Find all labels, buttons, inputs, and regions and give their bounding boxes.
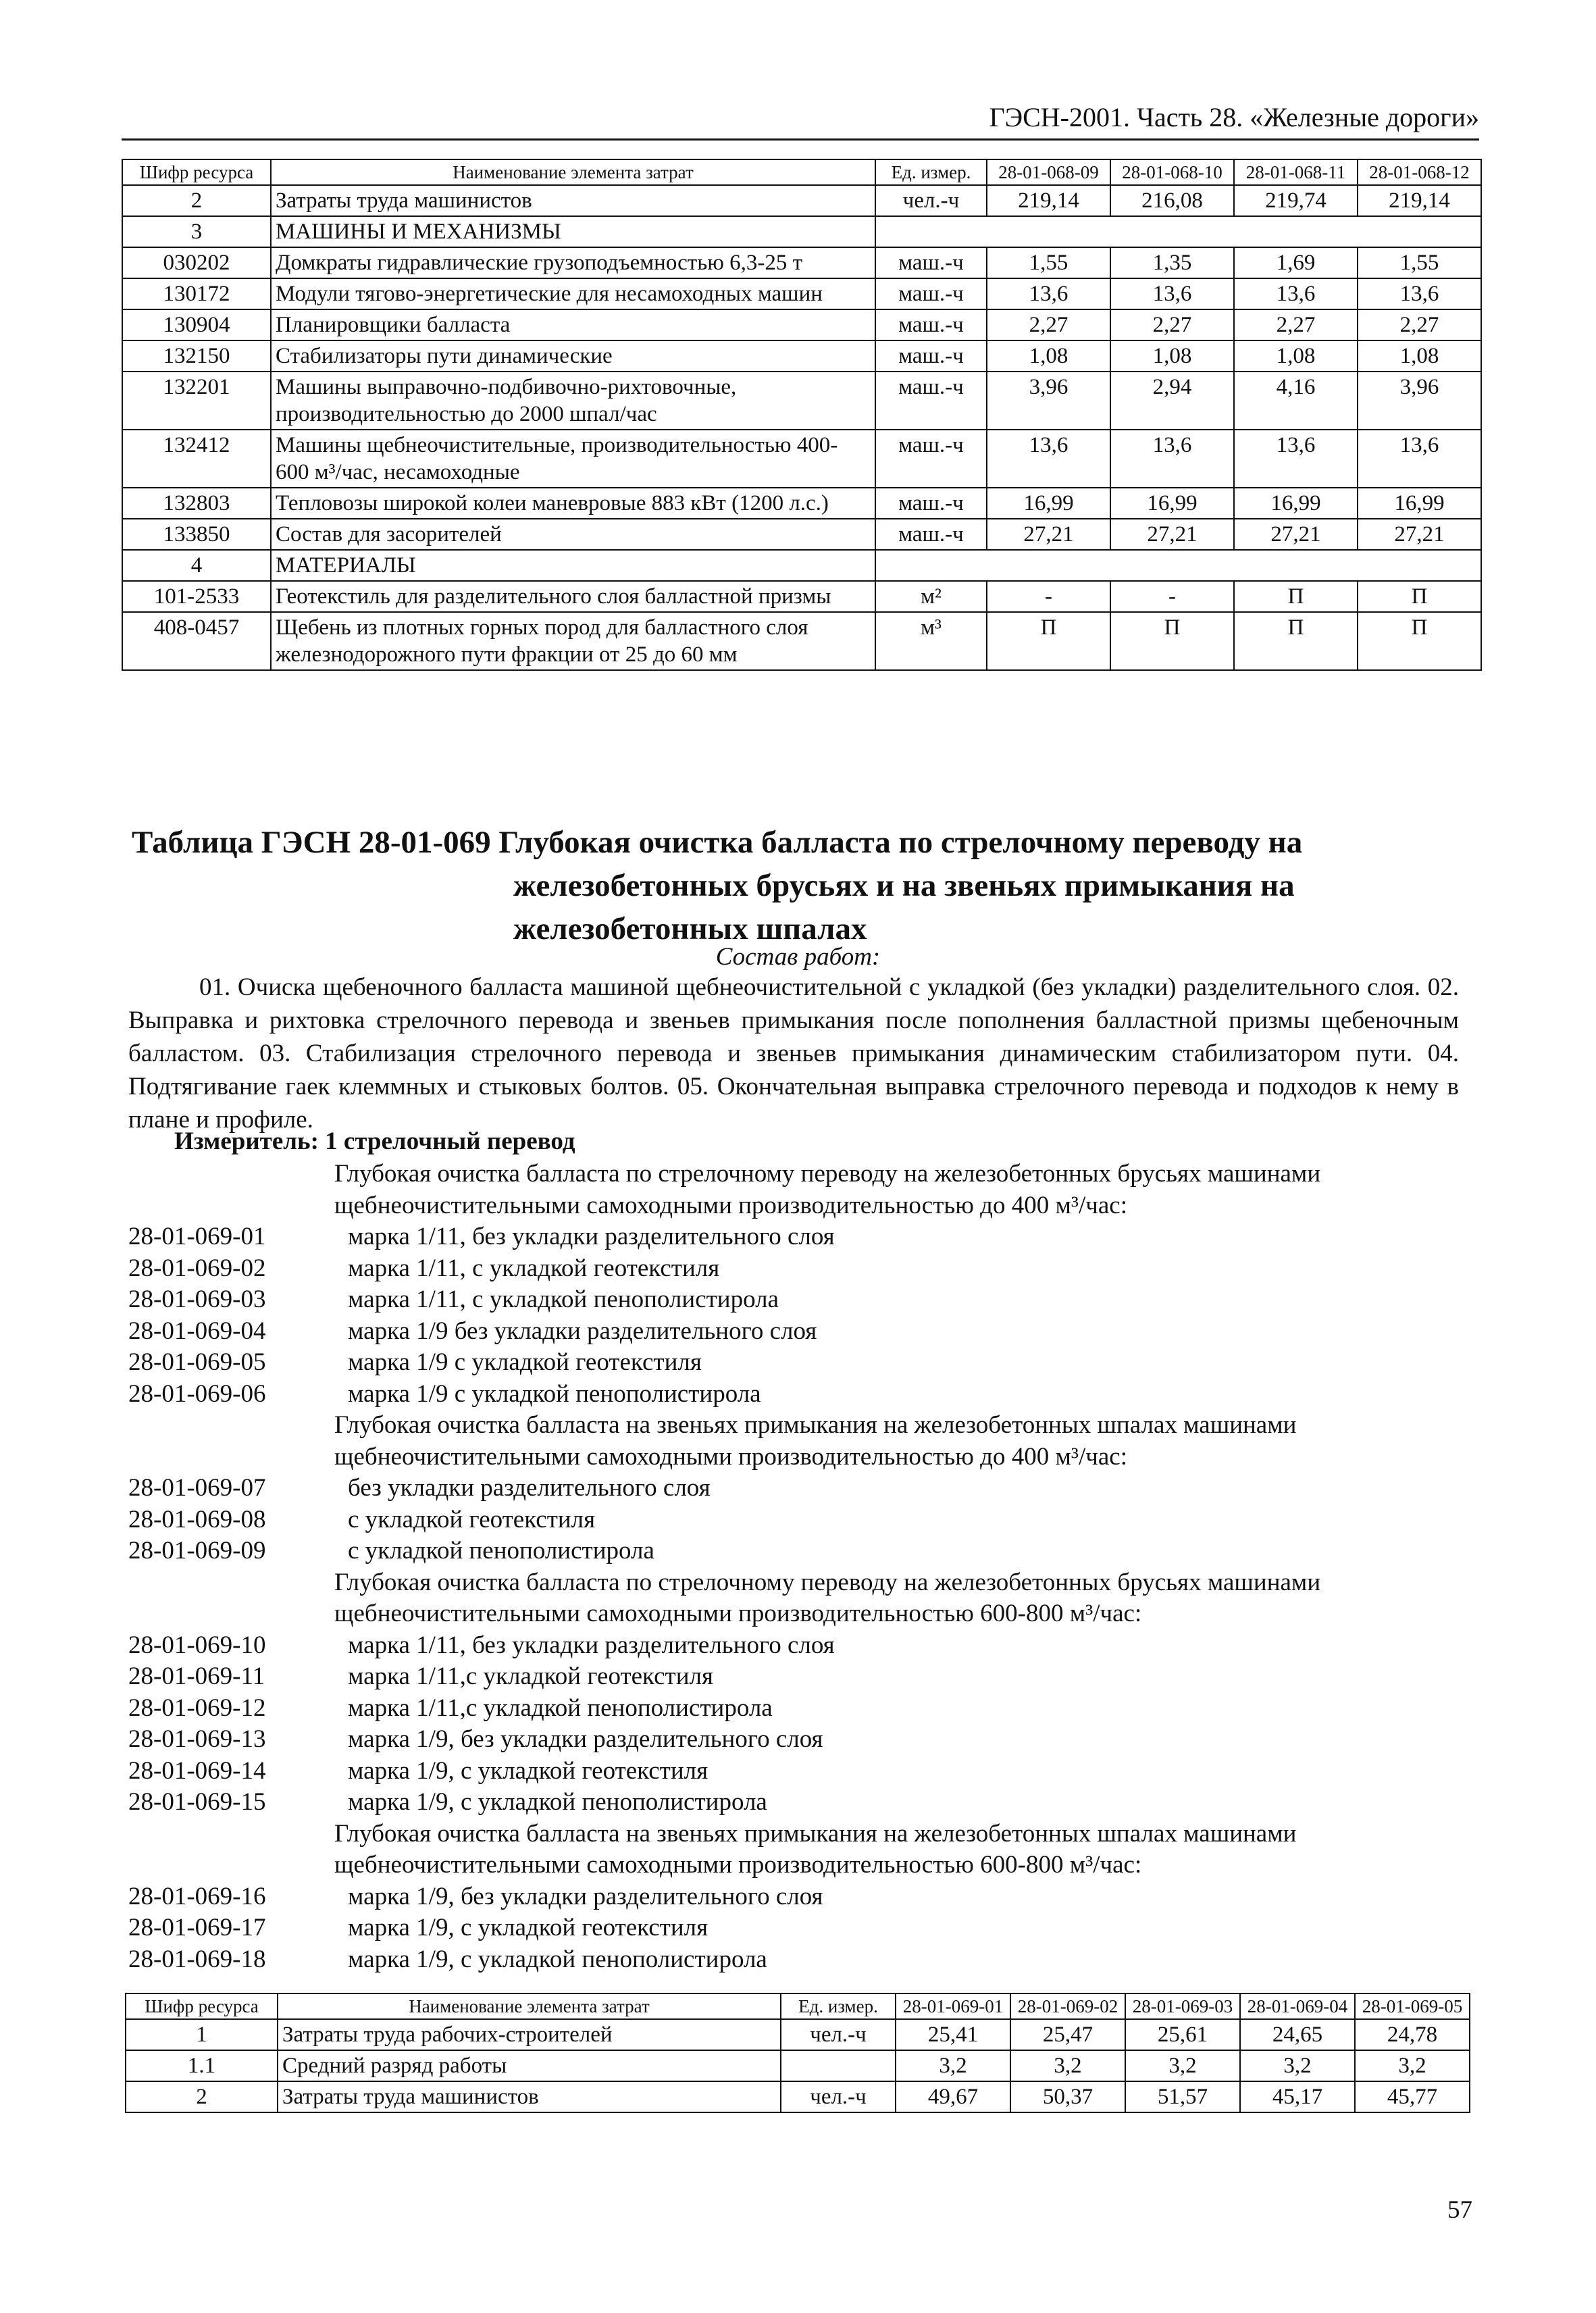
value-cell: 25,47 (1010, 2019, 1125, 2050)
value-cell: 13,6 (1358, 430, 1481, 488)
cost-item-name: Машины выправочно-подбивочно-рихтовочные, производительностью до 2000 шпал/час (271, 372, 875, 430)
value-cell: 16,99 (1234, 488, 1358, 519)
value-cell: - (1110, 581, 1234, 612)
norm-code: 28-01-069-08 (128, 1505, 266, 1533)
value-cell: 2,94 (1110, 372, 1234, 430)
unit-cell: маш.-ч (875, 278, 987, 309)
group-heading: Глубокая очистка балласта на звеньях примыкания на железобетонных шпалах машинами щебнеочистительными самоходными производительностью до 400 м³/час: (334, 1411, 1297, 1471)
column-header: 28-01-069-04 (1240, 1993, 1355, 2019)
norm-description: марка 1/11, с укладкой геотекстиля (348, 1254, 720, 1282)
value-cell: 1,08 (987, 340, 1110, 372)
empty-cell (875, 550, 1481, 581)
value-cell: 13,6 (1358, 278, 1481, 309)
resource-code: 130904 (122, 309, 271, 340)
resource-code: 030202 (122, 247, 271, 278)
norm-code: 28-01-069-15 (128, 1788, 266, 1816)
value-cell: П (987, 612, 1110, 670)
section-row (122, 216, 1481, 247)
value-cell: 1,55 (987, 247, 1110, 278)
value-cell: 1,08 (1234, 340, 1358, 372)
cost-item-name: Машины щебнеочистительные, производительностью 400-600 м³/час, несамоходные (271, 430, 875, 488)
measure-unit: Измеритель: 1 стрелочный перевод (174, 1127, 575, 1155)
norm-description: марка 1/9 без укладки разделительного слоя (348, 1317, 817, 1345)
table-row (122, 581, 1481, 612)
resources-table-069 (125, 1993, 1470, 2113)
value-cell: 45,77 (1355, 2081, 1470, 2112)
norm-entry (128, 1724, 1466, 1756)
value-cell: П (1234, 581, 1358, 612)
cost-item-name: Модули тягово-энергетические для несамоходных машин (271, 278, 875, 309)
norm-code: 28-01-069-07 (128, 1474, 266, 1502)
norm-code: 28-01-069-03 (128, 1286, 266, 1313)
norm-entry (128, 1221, 1466, 1253)
value-cell: 50,37 (1010, 2081, 1125, 2112)
cost-item-name: Состав для засорителей (271, 519, 875, 550)
norm-code: 28-01-069-16 (128, 1882, 266, 1910)
norm-entry (128, 1693, 1466, 1725)
value-cell: 1,69 (1234, 247, 1358, 278)
section-title-line: железобетонных шпалах (513, 911, 867, 946)
norm-description: марка 1/11,с укладкой пенополистирола (348, 1694, 773, 1722)
unit-cell: чел.-ч (781, 2019, 896, 2050)
norm-description: с укладкой пенополистирола (348, 1537, 654, 1565)
resource-code: 1.1 (126, 2050, 278, 2081)
section-heading: МАШИНЫ И МЕХАНИЗМЫ (271, 216, 875, 247)
cost-item-name: Затраты труда рабочих-строителей (278, 2019, 781, 2050)
norm-code: 28-01-069-10 (128, 1631, 266, 1659)
value-cell: 13,6 (987, 278, 1110, 309)
norm-code: 28-01-069-17 (128, 1914, 266, 1941)
resource-code: 2 (122, 185, 271, 216)
unit-cell: маш.-ч (875, 430, 987, 488)
norm-entry (128, 1881, 1466, 1913)
norm-description: марка 1/9, с укладкой геотекстиля (348, 1756, 709, 1785)
value-cell: 45,17 (1240, 2081, 1355, 2112)
value-cell: 2,27 (987, 309, 1110, 340)
value-cell: 49,67 (896, 2081, 1010, 2112)
value-cell: П (1358, 612, 1481, 670)
value-cell: 24,65 (1240, 2019, 1355, 2050)
norm-entry (128, 1504, 1466, 1536)
section-title-line: Таблица ГЭСН 28-01-069 Глубокая очистка балласта по стрелочному переводу на (132, 825, 1303, 860)
unit-cell: чел.-ч (875, 185, 987, 216)
norm-code: 28-01-069-04 (128, 1317, 266, 1345)
value-cell: 27,21 (987, 519, 1110, 550)
column-header: 28-01-068-12 (1358, 159, 1481, 185)
norm-code: 28-01-069-11 (128, 1662, 265, 1690)
value-cell: 16,99 (1358, 488, 1481, 519)
value-cell: П (1358, 581, 1481, 612)
value-cell: П (1234, 612, 1358, 670)
column-header: 28-01-069-01 (896, 1993, 1010, 2019)
value-cell: 16,99 (1110, 488, 1234, 519)
value-cell: 13,6 (1110, 430, 1234, 488)
value-cell: 25,41 (896, 2019, 1010, 2050)
cost-item-name: Тепловозы широкой колеи маневровые 883 кВт (1200 л.с.) (271, 488, 875, 519)
resource-code: 2 (126, 2081, 278, 2112)
resource-code: 133850 (122, 519, 271, 550)
column-header: 28-01-069-05 (1355, 1993, 1470, 2019)
column-header: 28-01-068-09 (987, 159, 1110, 185)
norm-description: марка 1/9, без укладки разделительного слоя (348, 1882, 823, 1910)
norm-description: марка 1/9 с укладкой геотекстиля (348, 1348, 702, 1376)
value-cell: 1,08 (1358, 340, 1481, 372)
column-header: Ед. измер. (875, 159, 987, 185)
unit-cell (781, 2050, 896, 2081)
resource-code: 132201 (122, 372, 271, 430)
resource-code: 132803 (122, 488, 271, 519)
resource-code: 1 (126, 2019, 278, 2050)
value-cell: 1,35 (1110, 247, 1234, 278)
value-cell: 3,96 (987, 372, 1110, 430)
value-cell: 3,2 (1240, 2050, 1355, 2081)
cost-item-name: Стабилизаторы пути динамические (271, 340, 875, 372)
empty-cell (875, 216, 1481, 247)
norm-entry (128, 1661, 1466, 1693)
value-cell: 1,55 (1358, 247, 1481, 278)
value-cell: - (987, 581, 1110, 612)
value-cell: 219,74 (1234, 185, 1358, 216)
norm-entries (128, 1159, 1466, 1975)
column-header: Наименование элемента затрат (278, 1993, 781, 2019)
norm-entry (128, 1284, 1466, 1316)
value-cell: 25,61 (1125, 2019, 1240, 2050)
norm-entry (128, 1535, 1466, 1567)
norm-description: марка 1/11, с укладкой пенополистирола (348, 1286, 779, 1313)
norm-code: 28-01-069-18 (128, 1945, 266, 1973)
norm-description: марка 1/11, без укладки разделительного слоя (348, 1223, 835, 1250)
value-cell: 4,16 (1234, 372, 1358, 430)
group-heading: Глубокая очистка балласта на звеньях примыкания на железобетонных шпалах машинами щебнеочистительными самоходными производительностью 600-800 м³/час: (334, 1819, 1297, 1879)
table-row (122, 372, 1481, 430)
unit-cell: чел.-ч (781, 2081, 896, 2112)
table-row (122, 247, 1481, 278)
norm-code: 28-01-069-12 (128, 1694, 266, 1722)
table-header-row (122, 159, 1481, 185)
value-cell: 27,21 (1110, 519, 1234, 550)
value-cell: 13,6 (987, 430, 1110, 488)
value-cell: 216,08 (1110, 185, 1234, 216)
norm-code: 28-01-069-01 (128, 1223, 266, 1250)
unit-cell: маш.-ч (875, 488, 987, 519)
norm-description: марка 1/9, с укладкой пенополистирола (348, 1945, 767, 1973)
column-header: Шифр ресурса (122, 159, 271, 185)
cost-item-name: Средний разряд работы (278, 2050, 781, 2081)
value-cell: 3,96 (1358, 372, 1481, 430)
table-row (126, 2050, 1470, 2081)
table-row (122, 340, 1481, 372)
value-cell: 3,2 (896, 2050, 1010, 2081)
unit-cell: маш.-ч (875, 372, 987, 430)
cost-item-name: Планировщики балласта (271, 309, 875, 340)
norm-description: без укладки разделительного слоя (348, 1474, 711, 1502)
norm-entry (128, 1316, 1466, 1348)
column-header: 28-01-069-02 (1010, 1993, 1125, 2019)
page-header: ГЭСН-2001. Часть 28. «Железные дороги» (989, 102, 1479, 132)
table-row (122, 488, 1481, 519)
value-cell: 3,2 (1010, 2050, 1125, 2081)
value-cell: 3,2 (1125, 2050, 1240, 2081)
norm-description: с укладкой геотекстиля (348, 1505, 596, 1533)
resource-code: 408-0457 (122, 612, 271, 670)
norm-entry (128, 1253, 1466, 1285)
table-row (122, 278, 1481, 309)
table-row (122, 519, 1481, 550)
column-header: 28-01-068-10 (1110, 159, 1234, 185)
resource-code: 4 (122, 550, 271, 581)
norm-entry (128, 1630, 1466, 1662)
norm-code: 28-01-069-05 (128, 1348, 266, 1376)
composition-label: Состав работ: (715, 943, 881, 971)
section-title (132, 821, 1456, 950)
resource-code: 132150 (122, 340, 271, 372)
cost-item-name: Затраты труда машинистов (278, 2081, 781, 2112)
unit-cell: маш.-ч (875, 309, 987, 340)
value-cell: 13,6 (1234, 278, 1358, 309)
norm-entry (128, 1912, 1466, 1944)
value-cell: 16,99 (987, 488, 1110, 519)
table-header-row (126, 1993, 1470, 2019)
norm-code: 28-01-069-14 (128, 1756, 266, 1785)
value-cell: 2,27 (1110, 309, 1234, 340)
resource-code: 132412 (122, 430, 271, 488)
unit-cell: маш.-ч (875, 340, 987, 372)
value-cell: 13,6 (1234, 430, 1358, 488)
group-heading: Глубокая очистка балласта по стрелочному переводу на железобетонных брусьях машинами щебнеочистительными самоходными производительностью 600-800 м³/час: (334, 1568, 1321, 1627)
column-header: 28-01-069-03 (1125, 1993, 1240, 2019)
column-header: Наименование элемента затрат (271, 159, 875, 185)
table-row (122, 430, 1481, 488)
column-header: 28-01-068-11 (1234, 159, 1358, 185)
resource-code: 3 (122, 216, 271, 247)
norm-entry (128, 1944, 1466, 1976)
value-cell: 24,78 (1355, 2019, 1470, 2050)
norm-description: марка 1/11, без укладки разделительного слоя (348, 1631, 835, 1659)
value-cell: 51,57 (1125, 2081, 1240, 2112)
cost-item-name: Затраты труда машинистов (271, 185, 875, 216)
value-cell: 219,14 (1358, 185, 1481, 216)
header-divider (122, 138, 1479, 141)
composition-text: 01. Очиска щебеночного балласта машиной щебнеочистительной с укладкой (без укладки) разделительного слоя. 02. Выправка и рихтовка стрелочного перевода и звеньев примыкания после пополнения балластной призмы щебеночным балластом. 03. Стабилизация стрелочного перевода и звеньев примыкания динамическим стабилизатором пути. 04. Подтягивание гаек клеммных и стыковых болтов. 05. Окончательная выправка стрелочного перевода и подходов к нему в плане и профиле. (128, 973, 1459, 1134)
section-heading: МАТЕРИАЛЫ (271, 550, 875, 581)
cost-item-name: Домкраты гидравлические грузоподъемностью 6,3-25 т (271, 247, 875, 278)
value-cell: П (1110, 612, 1234, 670)
value-cell: 3,2 (1355, 2050, 1470, 2081)
resource-code: 130172 (122, 278, 271, 309)
norm-description: марка 1/11,с укладкой геотекстиля (348, 1662, 713, 1690)
norm-entry (128, 1787, 1466, 1819)
norm-code: 28-01-069-13 (128, 1725, 266, 1753)
unit-cell: м³ (875, 612, 987, 670)
value-cell: 13,6 (1110, 278, 1234, 309)
resources-table-068 (122, 159, 1482, 671)
norm-description: марка 1/9, с укладкой пенополистирола (348, 1788, 767, 1816)
norm-code: 28-01-069-09 (128, 1537, 266, 1565)
norm-entry (128, 1756, 1466, 1787)
cost-item-name: Щебень из плотных горных пород для балластного слоя железнодорожного пути фракции от 25 до 60 мм (271, 612, 875, 670)
value-cell: 1,08 (1110, 340, 1234, 372)
norm-code: 28-01-069-06 (128, 1379, 266, 1408)
value-cell: 2,27 (1234, 309, 1358, 340)
table-row (122, 185, 1481, 216)
norm-entry (128, 1379, 1466, 1410)
table-row (126, 2081, 1470, 2112)
unit-cell: маш.-ч (875, 247, 987, 278)
column-header: Шифр ресурса (126, 1993, 278, 2019)
norm-entry (128, 1473, 1466, 1504)
value-cell: 27,21 (1358, 519, 1481, 550)
table-row (126, 2019, 1470, 2050)
group-heading: Глубокая очистка балласта по стрелочному переводу на железобетонных брусьях машинами щебнеочистительными самоходными производительностью до 400 м³/час: (334, 1160, 1321, 1219)
section-title-line: железобетонных брусьях и на звеньях примыкания на (513, 868, 1295, 903)
cost-item-name: Геотекстиль для разделительного слоя балластной призмы (271, 581, 875, 612)
page-number: 57 (1447, 2196, 1472, 2224)
value-cell: 27,21 (1234, 519, 1358, 550)
unit-cell: маш.-ч (875, 519, 987, 550)
column-header: Ед. измер. (781, 1993, 896, 2019)
section-row (122, 550, 1481, 581)
norm-description: марка 1/9, без укладки разделительного слоя (348, 1725, 823, 1753)
value-cell: 219,14 (987, 185, 1110, 216)
norm-description: марка 1/9, с укладкой геотекстиля (348, 1914, 709, 1941)
unit-cell: м² (875, 581, 987, 612)
norm-code: 28-01-069-02 (128, 1254, 266, 1282)
table-row (122, 309, 1481, 340)
value-cell: 2,27 (1358, 309, 1481, 340)
table-row (122, 612, 1481, 670)
norm-description: марка 1/9 с укладкой пенополистирола (348, 1379, 761, 1408)
norm-entry (128, 1347, 1466, 1379)
resource-code: 101-2533 (122, 581, 271, 612)
